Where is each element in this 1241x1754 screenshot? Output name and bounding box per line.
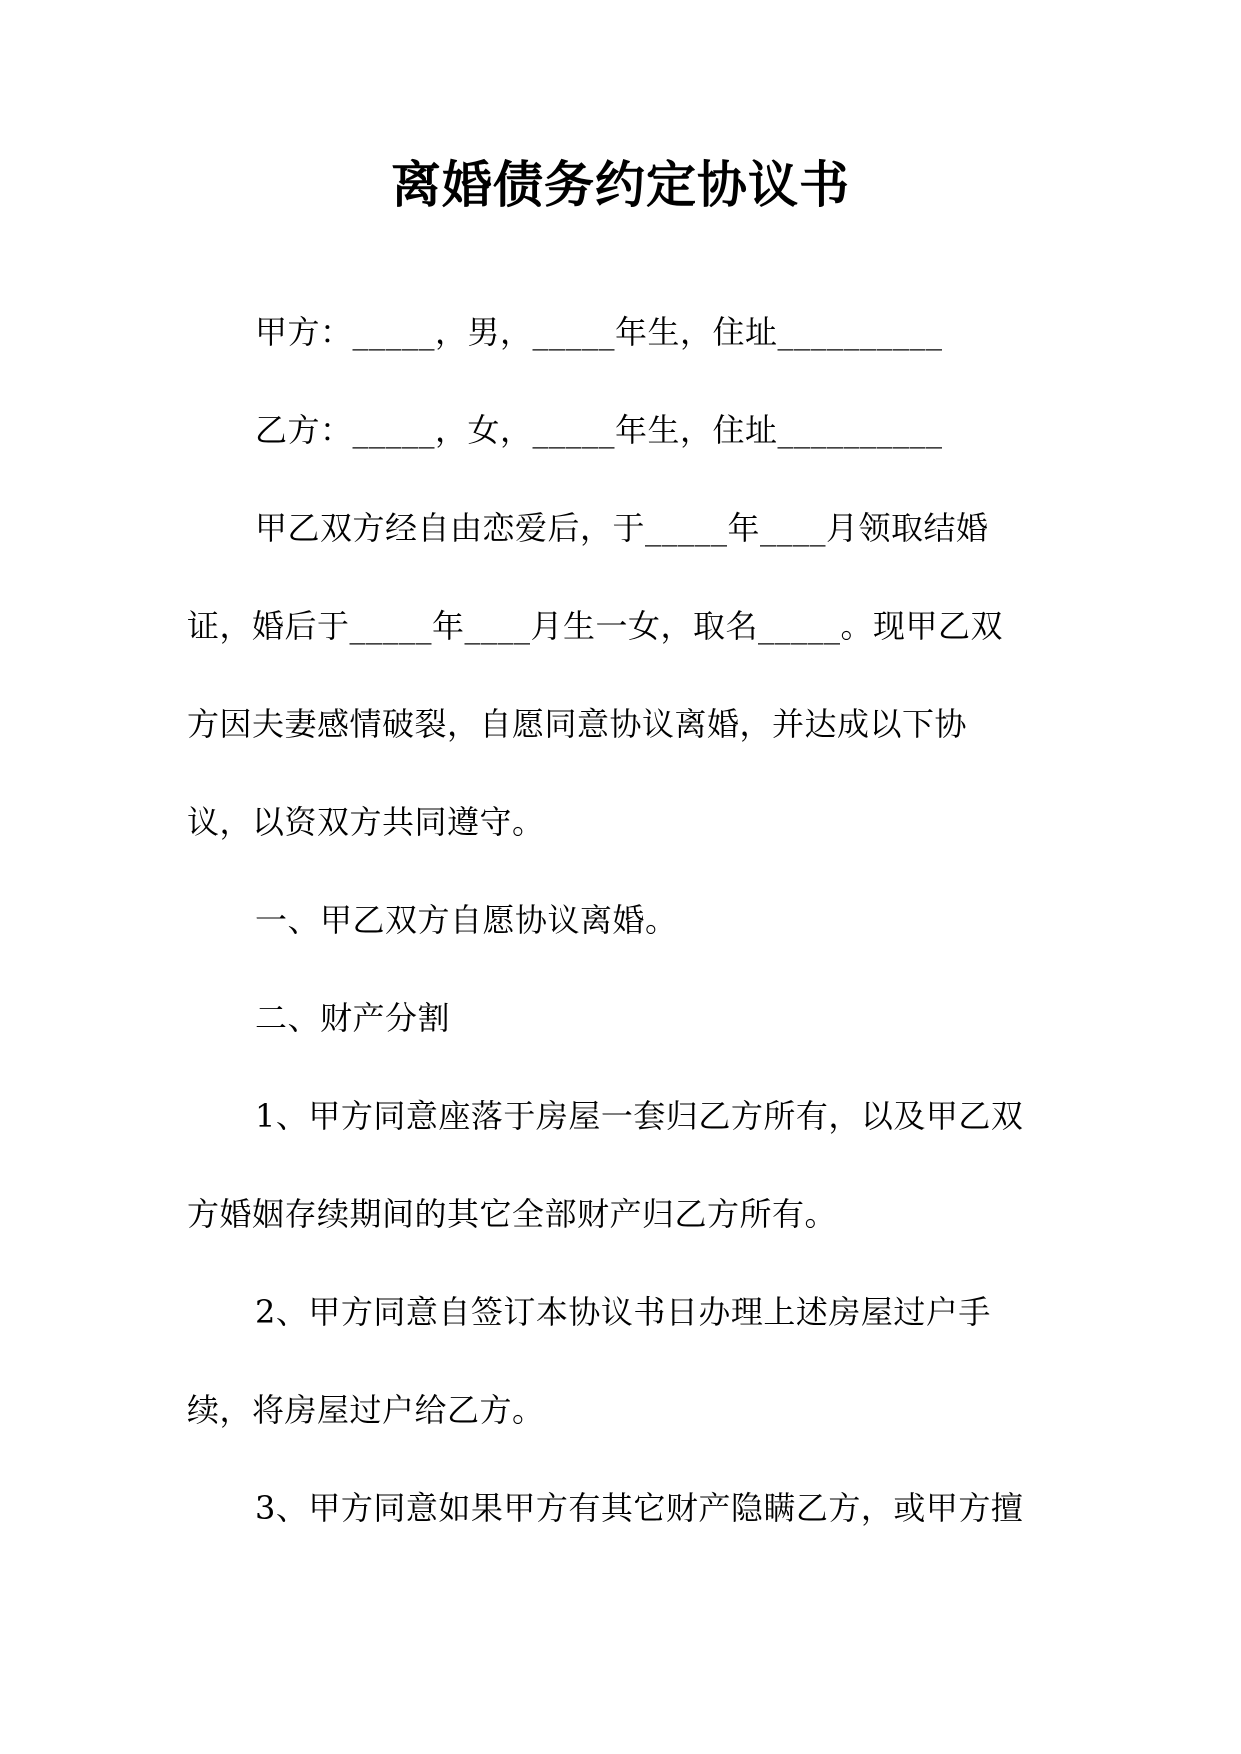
- paragraph-line: 甲乙双方经自由恋爱后，于_____年____月领取结婚: [255, 509, 989, 547]
- clause-heading: 二、财产分割: [255, 999, 451, 1037]
- party-a-line: 甲方：_____，男，_____年生，住址__________: [255, 313, 943, 351]
- clause-line: 2、甲方同意自签订本协议书日办理上述房屋过户手: [255, 1293, 991, 1331]
- clause-line: 续，将房屋过户给乙方。: [187, 1391, 545, 1429]
- clause-line: 方婚姻存续期间的其它全部财产归乙方所有。: [187, 1195, 838, 1233]
- clause-line: 3、甲方同意如果甲方有其它财产隐瞒乙方，或甲方擅: [255, 1489, 1024, 1527]
- document-body: [187, 300, 1057, 1574]
- paragraph-line: 议，以资双方共同遵守。: [187, 803, 545, 841]
- paragraph-line: 方因夫妻感情破裂，自愿同意协议离婚，并达成以下协: [187, 705, 968, 743]
- paragraph-line: 证，婚后于_____年____月生一女，取名_____。现甲乙双: [187, 607, 1004, 645]
- clause-heading: 一、甲乙双方自愿协议离婚。: [255, 901, 678, 939]
- party-b-line: 乙方：_____，女，_____年生，住址__________: [255, 411, 943, 449]
- document-title: 离婚债务约定协议书: [391, 156, 850, 214]
- clause-line: 1、甲方同意座落于房屋一套归乙方所有，以及甲乙双: [255, 1097, 1024, 1135]
